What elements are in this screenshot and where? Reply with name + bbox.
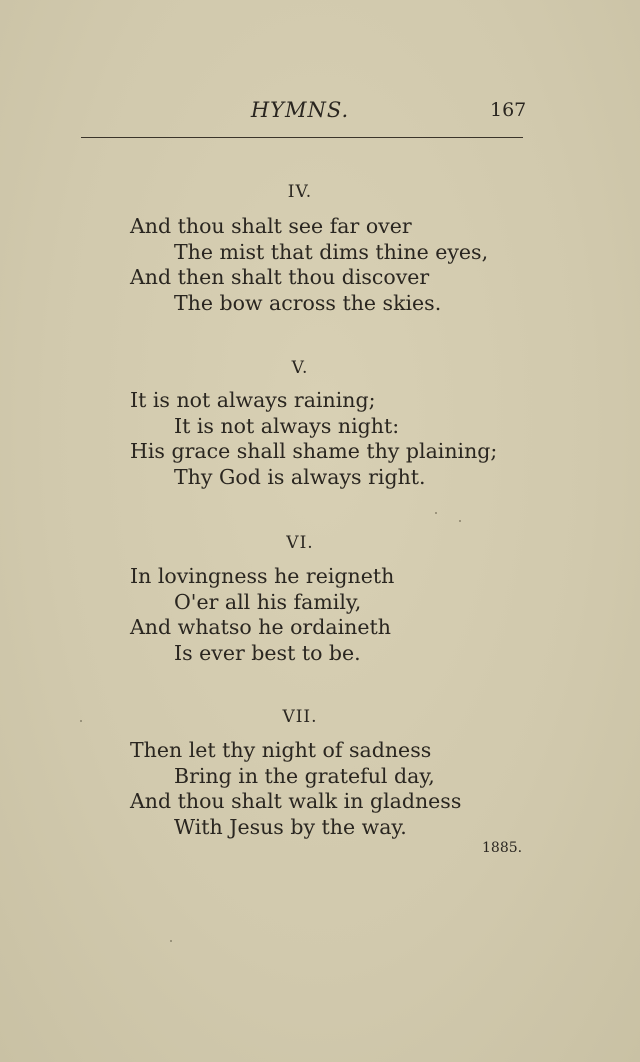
verse-line: And whatso he ordaineth — [130, 615, 391, 639]
paper-speck — [80, 720, 82, 722]
verse-line: Then let thy night of sadness — [130, 738, 432, 762]
verse-line: Thy God is always right. — [174, 465, 426, 489]
verse-line: It is not always night: — [174, 414, 400, 438]
verse-line: Bring in the grateful day, — [174, 764, 435, 788]
stanza-numeral: VII. — [282, 707, 318, 727]
paper-speck — [170, 940, 172, 942]
header-rule — [81, 137, 523, 138]
stanza-numeral: V. — [291, 358, 309, 378]
verse-line: And thou shalt walk in gladness — [130, 789, 462, 813]
paper-speck — [435, 512, 437, 514]
composition-date: 1885. — [482, 840, 523, 856]
stanza-numeral: IV. — [287, 182, 313, 202]
verse-line: And then shalt thou discover — [130, 265, 430, 289]
verse-line: With Jesus by the way. — [174, 815, 407, 839]
verse-line: O'er all his family, — [174, 590, 362, 614]
verse-line: The mist that dims thine eyes, — [174, 240, 489, 264]
verse-line: His grace shall shame thy plaining; — [130, 439, 498, 463]
verse-line: And thou shalt see far over — [130, 214, 412, 238]
paper-speck — [459, 520, 461, 522]
verse-line: In lovingness he reigneth — [130, 564, 395, 588]
page-number: 167 — [490, 99, 527, 121]
verse-line: Is ever best to be. — [174, 641, 361, 665]
verse-line: The bow across the skies. — [174, 291, 442, 315]
verse-line: It is not always raining; — [130, 388, 376, 412]
running-title: HYMNS. — [250, 98, 350, 122]
stanza-numeral: VI. — [286, 533, 314, 553]
